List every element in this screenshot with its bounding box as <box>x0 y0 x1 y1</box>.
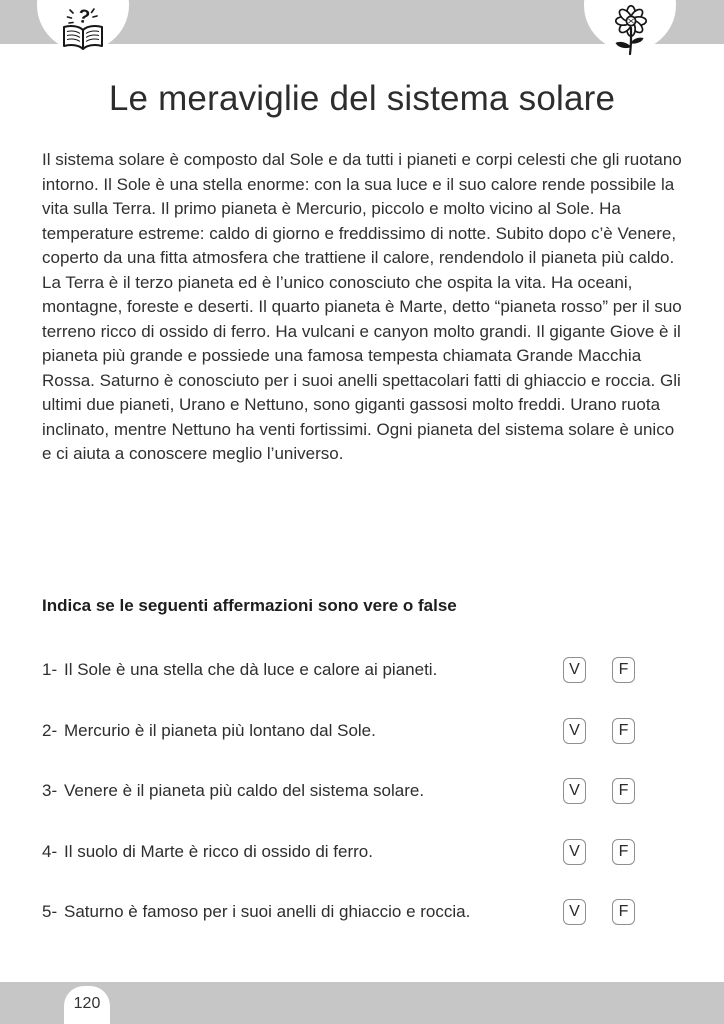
true-false-question-list <box>42 640 635 943</box>
vf-group-5 <box>563 899 635 925</box>
false-checkbox-q4[interactable]: F <box>612 839 635 865</box>
question-number: 3- <box>42 781 58 801</box>
top-right-bump <box>584 0 676 51</box>
question-statement: Venere è il pianeta più caldo del sistema solare. <box>64 781 425 801</box>
true-checkbox-q4[interactable]: V <box>563 839 586 865</box>
false-checkbox-q5[interactable]: F <box>612 899 635 925</box>
vf-group-3 <box>563 778 635 804</box>
vf-group-1 <box>563 657 635 683</box>
question-row-4 <box>42 822 635 883</box>
page-number: 120 <box>73 995 101 1012</box>
question-number: 5- <box>42 902 58 922</box>
question-text <box>42 660 437 680</box>
bottom-band <box>0 982 724 1024</box>
svg-text:?: ? <box>76 6 92 29</box>
page-number-tab <box>64 986 110 1024</box>
question-statement: Saturno è famoso per i suoi anelli di ghiaccio e roccia. <box>64 902 471 922</box>
question-text <box>42 781 424 801</box>
question-text <box>42 842 373 862</box>
question-statement: Il Sole è una stella che dà luce e calore ai pianeti. <box>64 660 438 680</box>
true-checkbox-q3[interactable]: V <box>563 778 586 804</box>
question-statement: Mercurio è il pianeta più lontano dal Sole. <box>64 720 376 740</box>
question-statement: Il suolo di Marte è ricco di ossido di ferro. <box>64 841 373 861</box>
question-number: 4- <box>42 841 58 861</box>
false-checkbox-q1[interactable]: F <box>612 657 635 683</box>
question-text <box>42 721 376 741</box>
true-checkbox-q5[interactable]: V <box>563 899 586 925</box>
top-left-bump <box>37 0 129 51</box>
page-title: Le meraviglie del sistema solare <box>108 79 616 118</box>
question-row-2 <box>42 701 635 762</box>
question-number: 1- <box>42 660 58 680</box>
quiz-instruction: Indica se le seguenti affermazioni sono vere o false <box>42 596 457 615</box>
false-checkbox-q2[interactable]: F <box>612 718 635 744</box>
flower-icon <box>608 5 654 57</box>
question-row-3 <box>42 761 635 822</box>
intro-paragraph: Il sistema solare è composto dal Sole e da tutti i pianeti e corpi celesti che gli ruotano intorno. Il Sole è una stella enorme: con la sua luce e il suo calore rende possibile la vita sulla Terra. Il primo pianeta è Mercurio, piccolo e molto vicino al Sole. Ha temperature estreme: caldo di giorno e freddissimo di notte. Subito dopo c’è Venere, coperto da una fitta atmosfera che trattiene il calore, rendendolo il pianeta più caldo. La Terra è il terzo pianeta ed è l’unico conosciuto che ospita la vita. Ha oceani, montagne, foreste e deserti. Il quarto pianeta è Marte, detto “pianeta rosso” per il suo terreno ricco di ossido di ferro. Ha vulcani e canyon molto grandi. Il gigante Giove è il pianeta più grande e possiede una famosa tempesta chiamata Grande Macchia Rossa. Saturno è conosciuto per i suoi anelli spettacolari fatti di ghiaccio e roccia. Gli ultimi due pianeti, Urano e Nettuno, sono giganti gassosi molto freddi. Urano ruota inclinato, mentre Nettuno ha venti fortissimi. Ogni pianeta del sistema solare è unico e ci aiuta a conoscere meglio l’universo. <box>42 150 682 463</box>
question-text <box>42 902 470 922</box>
vf-group-4 <box>563 839 635 865</box>
question-row-5 <box>42 882 635 943</box>
question-number: 2- <box>42 720 58 740</box>
true-checkbox-q2[interactable]: V <box>563 718 586 744</box>
true-checkbox-q1[interactable]: V <box>563 657 586 683</box>
false-checkbox-q3[interactable]: F <box>612 778 635 804</box>
top-band <box>0 0 724 44</box>
vf-group-2 <box>563 718 635 744</box>
book-question-icon <box>57 6 109 52</box>
question-row-1 <box>42 640 635 701</box>
